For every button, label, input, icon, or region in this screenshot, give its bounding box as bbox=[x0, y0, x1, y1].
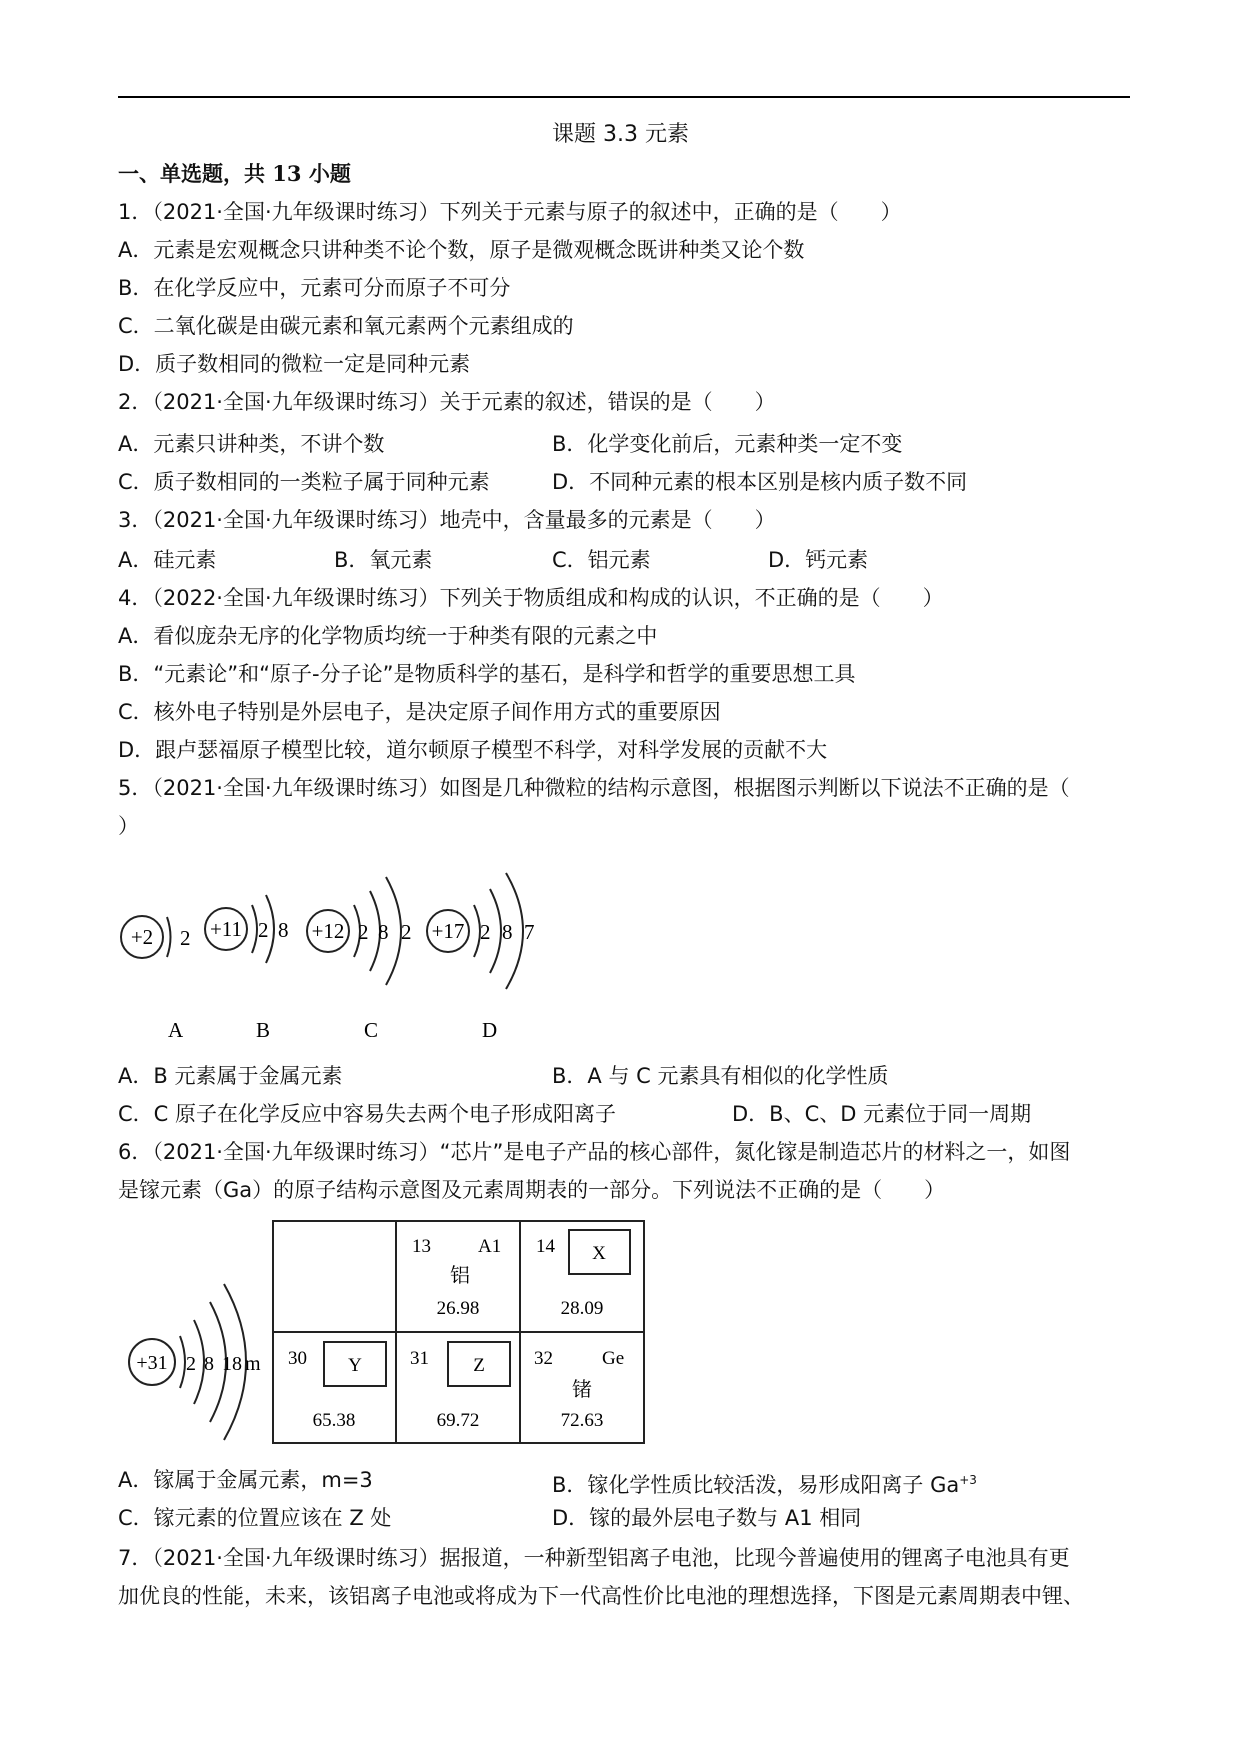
atomic-structure-figure bbox=[110, 855, 550, 1055]
question-6-stem: 6．（2021·全国·九年级课时练习）“芯片”是电子产品的核心部件，氮化镓是制造芯片的材料之一，如图 bbox=[118, 1140, 1071, 1164]
cell-y-number: 30 bbox=[288, 1348, 307, 1369]
atom-a-shell-1-count: 2 bbox=[180, 926, 191, 950]
question-6-option-d: D．镓的最外层电子数与 A1 相同 bbox=[552, 1506, 862, 1530]
question-6-option-c: C．镓元素的位置应该在 Z 处 bbox=[118, 1506, 392, 1530]
question-5-option-b: B．A 与 C 元素具有相似的化学性质 bbox=[552, 1064, 889, 1088]
question-5-stem-cont: ） bbox=[118, 814, 139, 838]
cell-y-symbol: Y bbox=[348, 1355, 362, 1376]
atom-c-label: C bbox=[364, 1018, 379, 1042]
atom-d-nucleus-label: +17 bbox=[431, 919, 465, 943]
cell-ge-mass: 72.63 bbox=[560, 1410, 604, 1431]
cell-z-symbol: Z bbox=[473, 1355, 485, 1376]
page-title: 课题 3.3 元素 bbox=[552, 122, 689, 147]
atom-c-shell-2-count: 8 bbox=[378, 920, 389, 944]
atom-d-shell-2-count: 8 bbox=[502, 920, 513, 944]
question-7-stem-cont: 加优良的性能，未来，该铝离子电池或将成为下一代高性价比电池的理想选择，下图是元素周期表中锂、 bbox=[118, 1584, 1084, 1608]
cell-x-number: 14 bbox=[536, 1236, 555, 1257]
question-5-option-a: A．B 元素属于金属元素 bbox=[118, 1064, 343, 1088]
question-4-option-c: C．核外电子特别是外层电子，是决定原子间作用方式的重要原因 bbox=[118, 700, 721, 724]
question-1-option-c: C．二氧化碳是由碳元素和氧元素两个元素组成的 bbox=[118, 314, 574, 338]
question-4-option-d: D．跟卢瑟福原子模型比较，道尔顿原子模型不科学，对科学发展的贡献不大 bbox=[118, 738, 828, 762]
question-7-stem: 7．（2021·全国·九年级课时练习）据报道，一种新型铝离子电池，比现今普遍使用的锂离子电池具有更 bbox=[118, 1546, 1070, 1570]
question-2-option-c: C．质子数相同的一类粒子属于同种元素 bbox=[118, 470, 490, 494]
question-5-option-c: C．C 原子在化学反应中容易失去两个电子形成阳离子 bbox=[118, 1102, 616, 1126]
question-6-stem-cont: 是镓元素（Ga）的原子结构示意图及元素周期表的一部分。下列说法不正确的是（ ） bbox=[118, 1178, 946, 1202]
atom-d-shell-1-count: 2 bbox=[480, 920, 491, 944]
atom-b-shell-1-count: 2 bbox=[258, 918, 269, 942]
atom-b-nucleus-label: +11 bbox=[209, 917, 243, 941]
question-2-option-a: A．元素只讲种类，不讲个数 bbox=[118, 432, 385, 456]
cell-al-number: 13 bbox=[412, 1236, 431, 1257]
question-3-stem: 3．（2021·全国·九年级课时练习）地壳中，含量最多的元素是（ ） bbox=[118, 508, 776, 532]
question-6-option-b bbox=[552, 1466, 977, 1499]
cell-z-mass: 69.72 bbox=[436, 1410, 480, 1431]
question-2-option-d: D．不同种元素的根本区别是核内质子数不同 bbox=[552, 470, 968, 494]
question-1-option-d: D．质子数相同的微粒一定是同种元素 bbox=[118, 352, 471, 376]
atom-b-label: B bbox=[256, 1018, 271, 1042]
ga-shell-1-count: 2 bbox=[186, 1353, 196, 1375]
gallium-atom-figure bbox=[118, 1262, 268, 1462]
atom-a-shell-1 bbox=[167, 917, 171, 957]
ga-shell-2-count: 8 bbox=[204, 1353, 214, 1375]
ga-shell-3-count: 18 bbox=[222, 1353, 242, 1375]
atom-b-shell-2-count: 8 bbox=[278, 918, 289, 942]
atom-a-label: A bbox=[168, 1018, 184, 1042]
question-4-stem: 4．（2022·全国·九年级课时练习）下列关于物质组成和构成的认识，不正确的是（ ） bbox=[118, 586, 944, 610]
ga-shell-4-count: m bbox=[245, 1353, 261, 1375]
cell-x-symbol: X bbox=[592, 1243, 606, 1264]
question-5-option-d: D．B、C、D 元素位于同一周期 bbox=[732, 1102, 1032, 1126]
ga-nucleus-label: +31 bbox=[136, 1352, 168, 1374]
section-heading: 一、单选题，共 13 小题 bbox=[118, 161, 351, 186]
cell-x-mass: 28.09 bbox=[560, 1298, 604, 1319]
atom-d-shell-2 bbox=[490, 889, 501, 973]
question-3-option-b: B．氧元素 bbox=[334, 548, 433, 572]
periodic-table-fragment bbox=[272, 1220, 652, 1450]
cell-z-number: 31 bbox=[410, 1348, 429, 1369]
atom-b-shell-1 bbox=[252, 905, 257, 953]
cell-al-mass: 26.98 bbox=[436, 1298, 480, 1319]
cell-y-mass: 65.38 bbox=[312, 1410, 356, 1431]
question-4-option-b: B．“元素论”和“原子-分子论”是物质科学的基石，是科学和哲学的重要思想工具 bbox=[118, 662, 856, 686]
question-6-option-a: A．镓属于金属元素，m=3 bbox=[118, 1468, 373, 1492]
question-2-stem: 2．（2021·全国·九年级课时练习）关于元素的叙述，错误的是（ ） bbox=[118, 390, 776, 414]
question-6-option-b-text: B．镓化学性质比较活泼，易形成阳离子 Ga bbox=[552, 1473, 960, 1497]
atom-d-label: D bbox=[482, 1018, 498, 1042]
question-5-stem: 5．（2021·全国·九年级课时练习）如图是几种微粒的结构示意图，根据图示判断以下说法不正确的是（ bbox=[118, 776, 1070, 800]
cell-ge-name: 锗 bbox=[572, 1377, 592, 1401]
ga-shell-1 bbox=[180, 1336, 185, 1388]
question-3-option-c: C．铝元素 bbox=[552, 548, 651, 572]
question-2-option-b: B．化学变化前后，元素种类一定不变 bbox=[552, 432, 903, 456]
question-1-option-b: B．在化学反应中，元素可分而原子不可分 bbox=[118, 276, 511, 300]
atom-a-nucleus-label: +2 bbox=[130, 925, 154, 949]
question-6-option-b-charge: +3 bbox=[959, 1473, 977, 1487]
question-4-option-a: A．看似庞杂无序的化学物质均统一于种类有限的元素之中 bbox=[118, 624, 658, 648]
question-1-option-a: A．元素是宏观概念只讲种类不论个数，原子是微观概念既讲种类又论个数 bbox=[118, 238, 805, 262]
question-1-stem: 1．（2021·全国·九年级课时练习）下列关于元素与原子的叙述中，正确的是（ ） bbox=[118, 200, 902, 224]
header-rule bbox=[118, 96, 1130, 98]
cell-ge-symbol: Ge bbox=[602, 1348, 625, 1369]
atom-c-shell-1-count: 2 bbox=[358, 920, 369, 944]
atom-c-nucleus-label: +12 bbox=[311, 919, 345, 943]
atom-c-shell-3-count: 2 bbox=[401, 920, 412, 944]
question-3-option-a: A．硅元素 bbox=[118, 548, 217, 572]
cell-al-name: 铝 bbox=[450, 1263, 470, 1287]
cell-ge-number: 32 bbox=[534, 1348, 553, 1369]
atom-d-shell-3-count: 7 bbox=[524, 920, 535, 944]
question-3-option-d: D．钙元素 bbox=[768, 548, 869, 572]
cell-al-symbol: A1 bbox=[478, 1236, 502, 1257]
